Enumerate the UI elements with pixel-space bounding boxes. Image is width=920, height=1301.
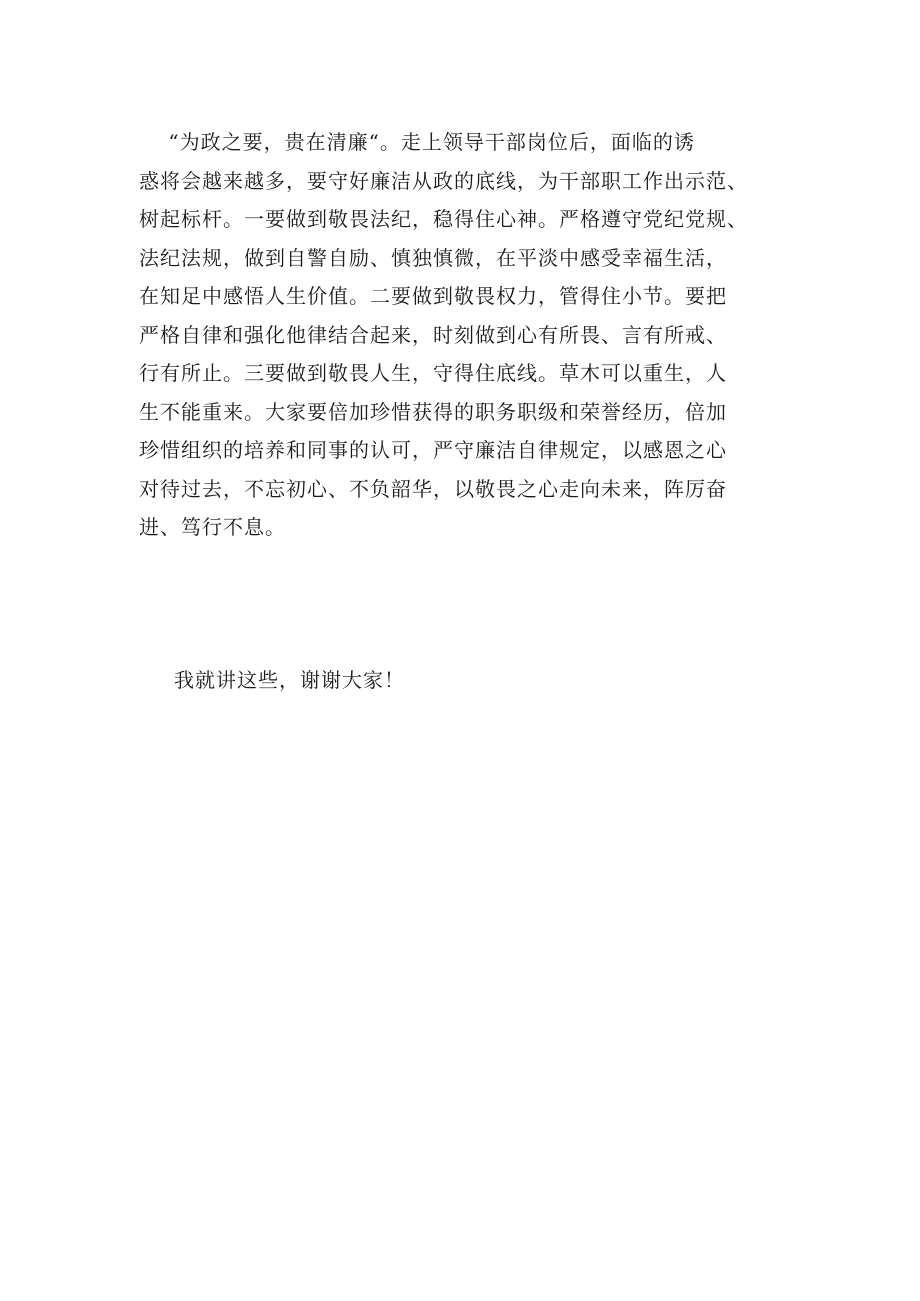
paragraph-line: 珍惜组织的培养和同事的认可，严守廉洁自律规定，以感恩之心 xyxy=(139,438,727,462)
body-paragraph xyxy=(139,123,799,547)
paragraph-line: 树起标杆。一要做到敬畏法纪，稳得住心神。严格遵守党纪党规、 xyxy=(139,207,748,231)
paragraph-line: “为政之要，贵在清廉“。走上领导干部岗位后，面临的诱 xyxy=(139,130,695,154)
paragraph-line: 惑将会越来越多，要守好廉洁从政的底线，为干部职工作出示范、 xyxy=(139,168,748,193)
paragraph-line: 法纪法规，做到自警自励、慎独慎微，在平淡中感受幸福生活， xyxy=(139,245,727,270)
paragraph-line: 在知足中感悟人生价值。二要做到敬畏权力，管得住小节。要把 xyxy=(139,284,727,308)
paragraph-line: 行有所止。三要做到敬畏人生，守得住底线。草木可以重生，人 xyxy=(139,361,727,385)
paragraph-line: 生不能重来。大家要倍加珍惜获得的职务职级和荣誉经历，倍加 xyxy=(139,399,727,424)
paragraph-line: 严格自律和强化他律结合起来，时刻做到心有所畏、言有所戒、 xyxy=(139,322,727,347)
paragraph-line: 进、笃行不息。 xyxy=(139,515,286,539)
paragraph-line: 对待过去，不忘初心、不负韶华，以敬畏之心走向未来，阵厉奋 xyxy=(139,476,727,501)
closing-remark: 我就讲这些，谢谢大家！ xyxy=(174,668,405,692)
